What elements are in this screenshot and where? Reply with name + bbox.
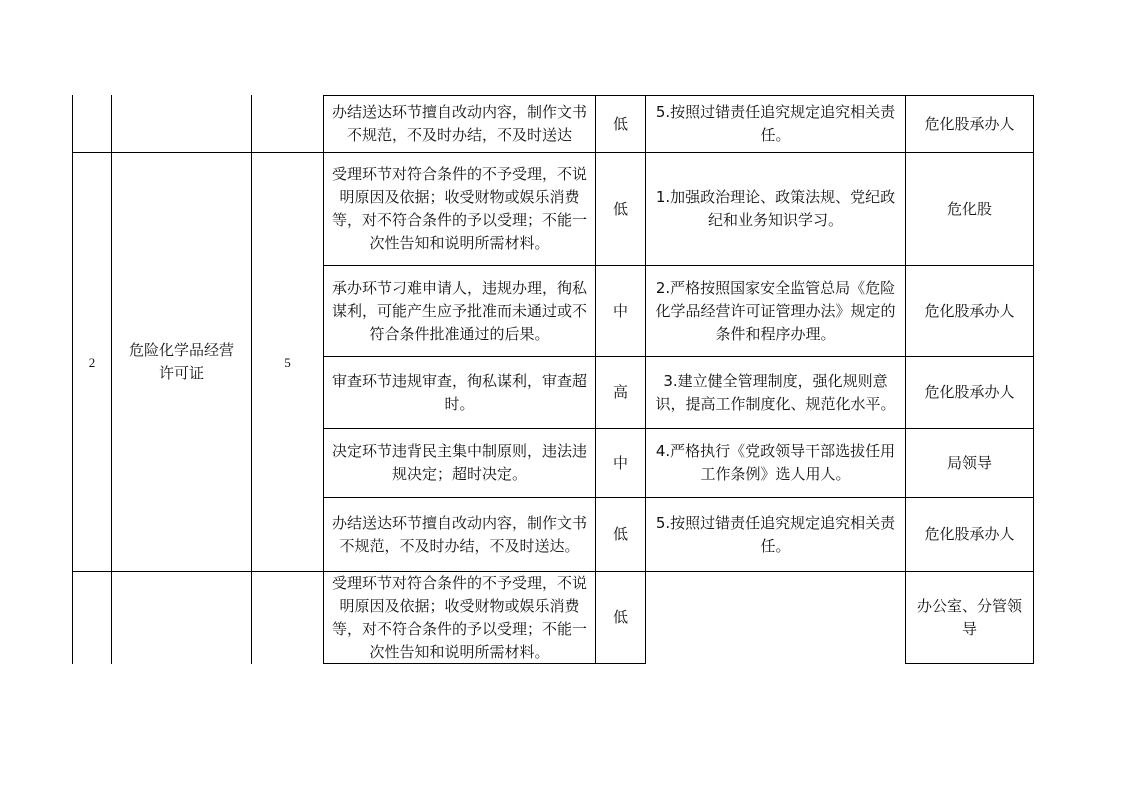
grid-line	[905, 663, 1034, 664]
prevention-measure: 4.严格执行《党政领导干部选拔任用工作条例》选人用人。	[655, 442, 896, 483]
risk-level: 中	[612, 301, 628, 320]
risk-description: 办结送达环节擅自改动内容，制作文书不规范，不及时办结，不及时送达。	[331, 513, 587, 555]
risk-description: 受理环节对符合条件的不予受理，不说明原因及依据；收受财物或娱乐消费等，对不符合条件的予以受理；不能一次性告知和说明所需材料。	[331, 573, 587, 661]
sequence-number: 2	[88, 354, 96, 370]
risk-description: 决定环节违背民主集中制原则，违法违规决定；超时决定。	[331, 442, 587, 483]
risk-description: 审查环节违规审查，徇私谋利，审查超时。	[331, 371, 587, 413]
risk-level: 低	[612, 525, 628, 543]
prevention-measure: 2.严格按照国家安全监管总局《危险化学品经营许可证管理办法》规定的条件和程序办理。	[655, 278, 896, 343]
prevention-measure	[646, 572, 905, 663]
risk-level: 低	[612, 199, 628, 218]
prevention-measure: 3.建立健全管理制度，强化规则意识，提高工作制度化、规范化水平。	[655, 371, 896, 413]
risk-level: 低	[612, 114, 628, 133]
responsible-party: 办公室、分管领导	[916, 596, 1022, 638]
risk-level: 高	[612, 383, 628, 401]
item-name: 危险化学品经营许可证	[128, 341, 234, 382]
risk-count: 5	[284, 354, 291, 370]
prevention-measure: 1.加强政治理论、政策法规、党纪政纪和业务知识学习。	[655, 188, 896, 229]
responsible-party: 危化股承办人	[924, 383, 1015, 401]
responsible-party: 局领导	[946, 453, 992, 472]
responsible-party: 危化股承办人	[924, 114, 1015, 133]
risk-description: 承办环节刁难申请人，违规办理，徇私谋利，可能产生应予批准而未通过或不符合条件批准通过的后果。	[331, 278, 587, 343]
responsible-party: 危化股	[946, 199, 992, 218]
prevention-measure: 5.按照过错责任追究规定追究相关责任。	[655, 513, 896, 555]
risk-description: 受理环节对符合条件的不予受理，不说明原因及依据；收受财物或娱乐消费等，对不符合条件的予以受理；不能一次性告知和说明所需材料。	[331, 165, 587, 252]
responsible-party: 危化股承办人	[924, 301, 1015, 320]
risk-level: 低	[612, 608, 628, 626]
prevention-measure: 5.按照过错责任追究规定追究相关责任。	[655, 103, 896, 144]
risk-level: 中	[612, 453, 628, 472]
risk-description: 办结送达环节擅自改动内容，制作文书不规范，不及时办结，不及时送达	[331, 103, 587, 144]
responsible-party: 危化股承办人	[924, 525, 1015, 543]
grid-line	[1033, 95, 1034, 664]
